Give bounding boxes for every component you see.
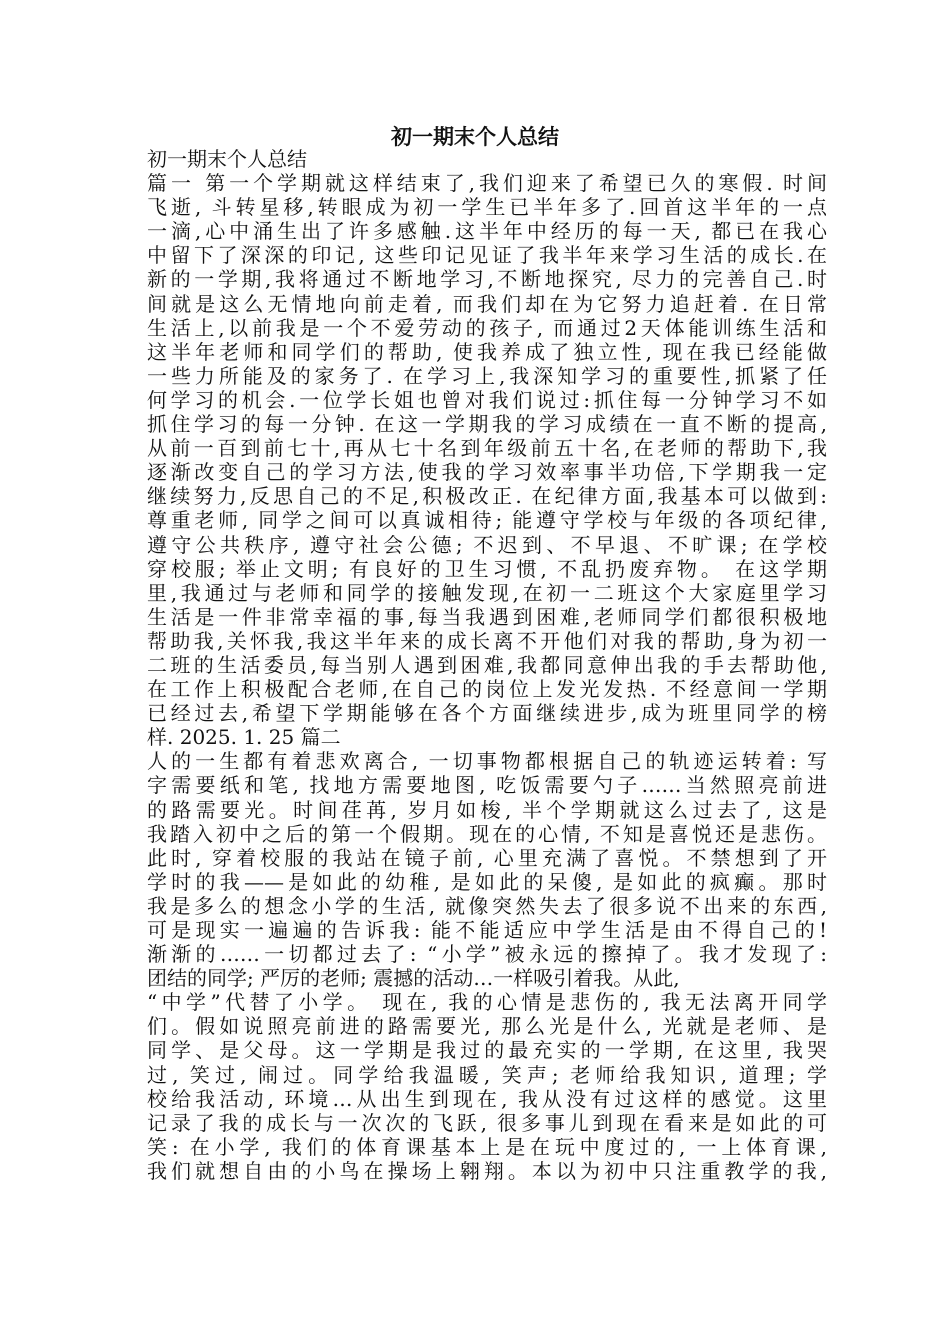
body-line: 一些力所能及的家务了. 在学习上,我深知学习的重要性,抓紧了任 bbox=[147, 363, 827, 388]
body-line: 我踏入初中之后的第一个假期。现在的心情, 不知是喜悦还是悲伤。 bbox=[147, 821, 827, 846]
body-line: 里,我通过与老师和同学的接触发现,在初一二班这个大家庭里学习 bbox=[147, 580, 827, 605]
body-line: 飞逝, 斗转星移,转眼成为初一学生已半年多了.回首这半年的一点 bbox=[147, 195, 827, 220]
body-line: 们。假如说照亮前进的路需要光, 那么光是什么, 光就是老师、是 bbox=[147, 1014, 827, 1039]
body-line: 在工作上积极配合老师,在自己的岗位上发光发热. 不经意间一学期 bbox=[147, 677, 827, 702]
body-line: 继续努力,反思自己的不足,积极改正. 在纪律方面,我基本可以做到: bbox=[147, 484, 827, 509]
body-line: 记录了我的成长与一次次的飞跃, 很多事儿到现在看来是如此的可 bbox=[147, 1110, 827, 1135]
document-body bbox=[147, 147, 827, 1183]
body-line: 我们就想自由的小鸟在操场上翱翔。本以为初中只注重教学的我, bbox=[147, 1158, 827, 1183]
body-line: 团结的同学; 严厉的老师; 震撼的活动…一样吸引着我。从此, bbox=[147, 966, 680, 991]
body-line: 遵守公共秩序, 遵守社会公德; 不迟到、不早退、不旷课; 在学校 bbox=[147, 532, 827, 557]
body-line: 生活上,以前我是一个不爱劳动的孩子, 而通过2天体能训练生活和 bbox=[147, 315, 827, 340]
body-line: 篇一 第一个学期就这样结束了,我们迎来了希望已久的寒假. 时间 bbox=[147, 171, 827, 196]
body-line: 初一期末个人总结 bbox=[147, 147, 307, 171]
body-line: 我是多么的想念小学的生活, 就像突然失去了很多说不出来的东西, bbox=[147, 893, 827, 918]
body-line: 已经过去,希望下学期能够在各个方面继续进步,成为班里同学的榜 bbox=[147, 701, 827, 726]
body-line: 的路需要光。时间荏苒, 岁月如梭, 半个学期就这么过去了, 这是 bbox=[147, 797, 827, 822]
body-line: 生活是一件非常幸福的事,每当我遇到困难,老师同学们都很积极地 bbox=[147, 604, 827, 629]
body-line: 字需要纸和笔, 找地方需要地图, 吃饭需要勺子……当然照亮前进 bbox=[147, 773, 827, 798]
body-line: 间就是这么无情地向前走着, 而我们却在为它努力追赶着. 在日常 bbox=[147, 291, 827, 316]
body-line: 新的一学期,我将通过不断地学习,不断地探究, 尽力的完善自己.时 bbox=[147, 267, 827, 292]
body-line: 二班的生活委员,每当别人遇到困难,我都同意伸出我的手去帮助他, bbox=[147, 652, 827, 677]
body-line: 校给我活动, 环境…从出生到现在, 我从没有过这样的感觉。这里 bbox=[147, 1086, 827, 1111]
body-line: 样. 2025. 1. 25 篇二 bbox=[147, 725, 341, 750]
body-line: 一滴,心中涌生出了许多感触.这半年中经历的每一天, 都已在我心 bbox=[147, 219, 827, 244]
body-line: 同学、是父母。这一学期是我过的最充实的一学期, 在这里, 我哭 bbox=[147, 1038, 827, 1063]
body-line: 何学习的机会.一位学长姐也曾对我们说过:抓住每一分钟学习不如 bbox=[147, 387, 827, 412]
body-line: 过, 笑过, 闹过。同学给我温暖, 笑声; 老师给我知识, 道理; 学 bbox=[147, 1062, 827, 1087]
body-line: 学时的我——是如此的幼稚, 是如此的呆傻, 是如此的疯癫。那时 bbox=[147, 869, 827, 894]
body-line: “中学”代替了小学。 现在, 我的心情是悲伤的, 我无法离开同学 bbox=[147, 990, 827, 1015]
body-line: 可是现实一遍遍的告诉我: 能不能适应中学生活是由不得自己的! bbox=[147, 918, 827, 942]
body-line: 中留下了深深的印记, 这些印记见证了我半年来学习生活的成长.在 bbox=[147, 243, 827, 268]
body-line: 尊重老师, 同学之间可以真诚相待; 能遵守学校与年级的各项纪律, bbox=[147, 508, 827, 533]
body-line: 这半年老师和同学们的帮助, 使我养成了独立性, 现在我已经能做 bbox=[147, 339, 827, 364]
body-line: 抓住学习的每一分钟. 在这一学期我的学习成绩在一直不断的提高, bbox=[147, 412, 827, 437]
body-line: 穿校服; 举止文明; 有良好的卫生习惯, 不乱扔废弃物。 在这学期 bbox=[147, 556, 827, 581]
body-line: 笑: 在小学, 我们的体育课基本上是在玩中度过的, 一上体育课, bbox=[147, 1134, 827, 1159]
body-line: 人的一生都有着悲欢离合, 一切事物都根据自己的轨迹运转着: 写 bbox=[147, 749, 827, 774]
document-title: 初一期末个人总结 bbox=[391, 124, 559, 149]
body-line: 帮助我,关怀我,我这半年来的成长离不开他们对我的帮助,身为初一 bbox=[147, 628, 827, 653]
body-line: 逐渐改变自己的学习方法,使我的学习效率事半功倍,下学期我一定 bbox=[147, 460, 827, 485]
body-line: 从前一百到前七十,再从七十名到年级前五十名,在老师的帮助下,我 bbox=[147, 436, 827, 461]
body-line: 此时, 穿着校服的我站在镜子前, 心里充满了喜悦。不禁想到了开 bbox=[147, 845, 827, 870]
body-line: 渐渐的……一切都过去了: “小学”被永远的擦掉了。我才发现了: bbox=[147, 942, 827, 967]
